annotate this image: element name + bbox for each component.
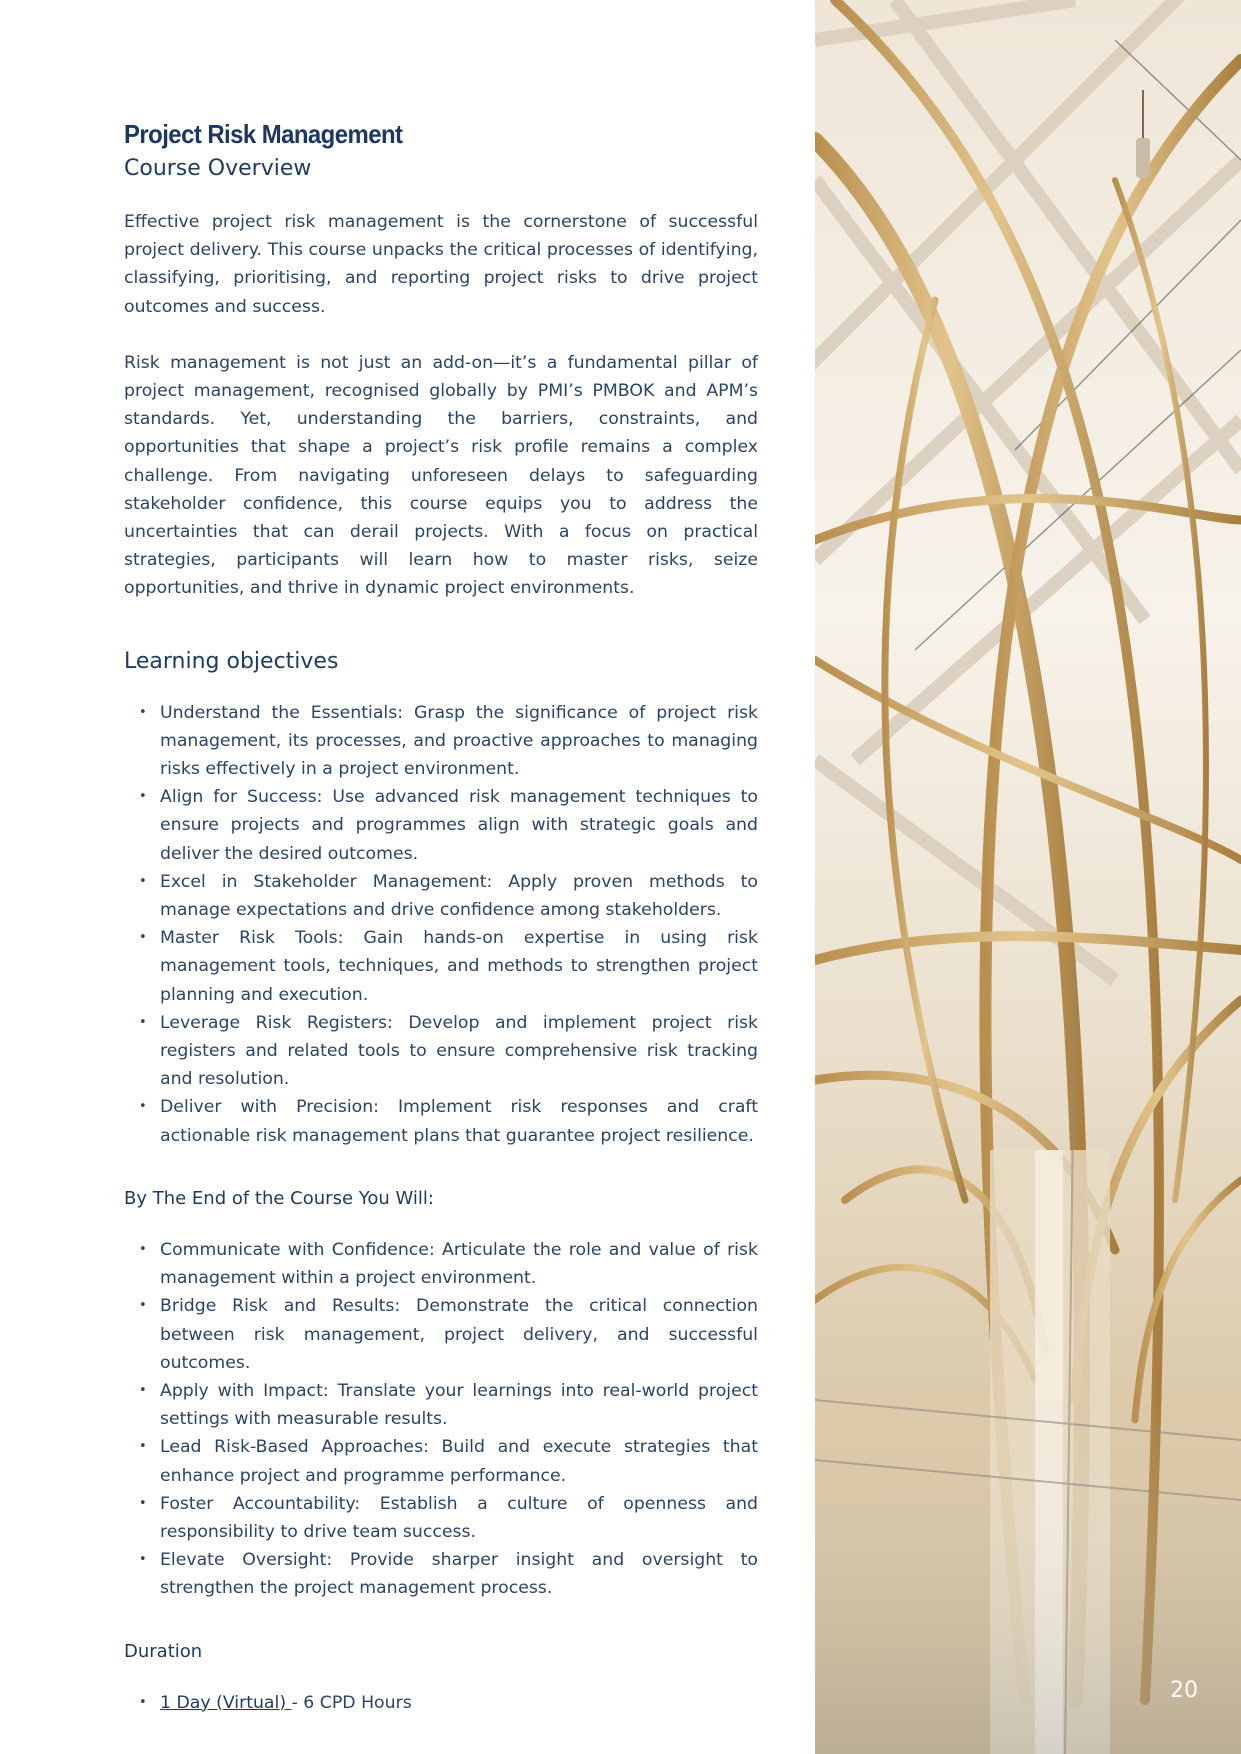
- objectives-heading: Learning objectives: [124, 648, 339, 674]
- list-item: • Understand the Essentials: Grasp the significance of project risk management, its processes, and proactive approaches to managing risks effectively in a project environment.: [160, 699, 758, 784]
- duration-cpd: - 6 CPD Hours: [291, 1692, 412, 1713]
- main-content: [124, 118, 758, 1717]
- list-item: • Master Risk Tools: Gain hands-on expertise in using risk management tools, techniques, and methods to strengthen project planning and execution.: [160, 924, 758, 1009]
- overview-paragraph-2: Risk management is not just an add-on—it’s a fundamental pillar of project management, recognised globally by PMI’s PMBOK and APM’s standards. Yet, understanding the barriers, constraints, and opportunities that shape a project’s risk profile remains a complex challenge. From navigating unforeseen delays to safeguarding stakeholder confidence, this course equips you to address the uncertainties that can derail projects. With a focus on practical strategies, participants will learn how to master risks, seize opportunities, and thrive in dynamic project environments.: [124, 352, 758, 599]
- list-item: • Elevate Oversight: Provide sharper insight and oversight to strengthen the project management process.: [160, 1546, 758, 1602]
- list-item: • Leverage Risk Registers: Develop and implement project risk registers and related tools to ensure comprehensive risk tracking and resolution.: [160, 1009, 758, 1094]
- list-item: • Apply with Impact: Translate your learnings into real-world project settings with measurable results.: [160, 1377, 758, 1433]
- overview-paragraph-1: Effective project risk management is the cornerstone of successful project delivery. This course unpacks the critical processes of identifying, classifying, prioritising, and reporting project risks to drive project outcomes and success.: [124, 212, 758, 317]
- list-item: • Excel in Stakeholder Management: Apply proven methods to manage expectations and drive confidence among stakeholders.: [160, 868, 758, 924]
- end-of-course-heading: By The End of the Course You Will:: [124, 1187, 434, 1209]
- atrium-illustration: [815, 0, 1241, 1754]
- list-item: • Foster Accountability: Establish a culture of openness and responsibility to drive team success.: [160, 1490, 758, 1546]
- list-item: • Align for Success: Use advanced risk management techniques to ensure projects and programmes align with strategic goals and deliver the desired outcomes.: [160, 783, 758, 868]
- page-title: Project Risk Management: [124, 119, 403, 149]
- duration-link[interactable]: 1 Day (Virtual): [160, 1692, 292, 1713]
- page-number: 20: [1170, 1678, 1198, 1703]
- list-item: • Bridge Risk and Results: Demonstrate the critical connection between risk management, project delivery, and successful outcomes.: [160, 1292, 758, 1377]
- list-item: • Communicate with Confidence: Articulate the role and value of risk management within a project environment.: [160, 1236, 758, 1292]
- list-item: • Deliver with Precision: Implement risk responses and craft actionable risk management plans that guarantee project resilience.: [160, 1093, 758, 1149]
- objectives-list: [124, 699, 758, 1150]
- duration-heading: Duration: [124, 1640, 203, 1662]
- page-subtitle: Course Overview: [124, 156, 312, 181]
- duration-item: [160, 1689, 758, 1717]
- outcomes-list: [124, 1236, 758, 1603]
- list-item: • Lead Risk-Based Approaches: Build and execute strategies that enhance project and programme performance.: [160, 1433, 758, 1489]
- atrium-photo: [815, 0, 1241, 1754]
- duration-list: [124, 1689, 758, 1717]
